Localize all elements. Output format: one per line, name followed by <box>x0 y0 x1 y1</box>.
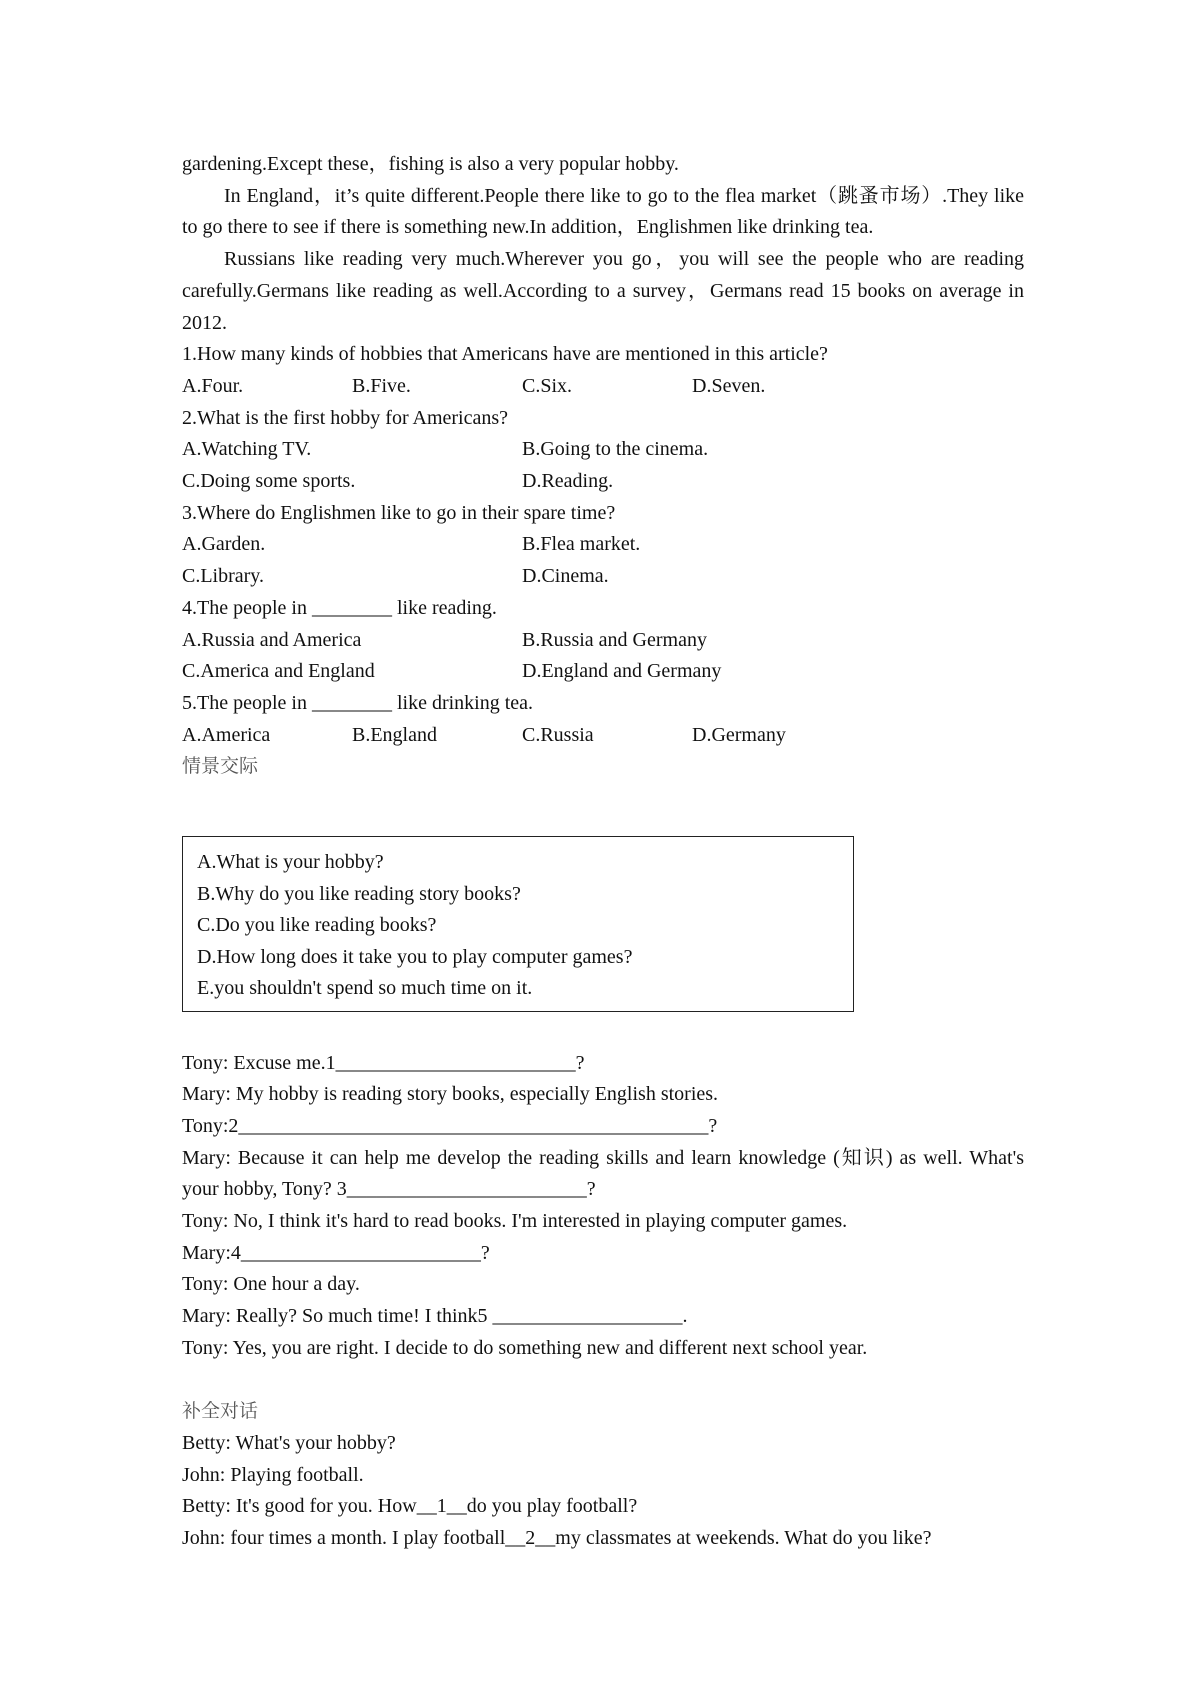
passage-paragraph: Russians like reading very much.Wherever you go，you will see the people who are reading carefully.Germans like reading as well.According to a survey，Germans read 15 books on average in 2012. <box>182 248 1024 334</box>
dialogue-line: Tony:2_______________________________________________? <box>182 1114 718 1137</box>
section-heading: 情景交际 <box>182 755 259 778</box>
dialogue-line: Mary:4________________________? <box>182 1241 490 1264</box>
option: D.Cinema. <box>522 565 609 588</box>
option: A.Garden. <box>182 533 266 556</box>
box-option: D.How long does it take you to play computer games? <box>197 945 633 968</box>
option: C.Six. <box>522 374 573 397</box>
options-box <box>182 836 854 1012</box>
section-heading: 补全对话 <box>182 1400 259 1423</box>
box-option: B.Why do you like reading story books? <box>197 882 521 905</box>
dialogue-line: Tony: Yes, you are right. I decide to do something new and different next school year. <box>182 1336 868 1359</box>
question-options <box>182 656 1024 688</box>
document-page <box>182 149 1024 1555</box>
question-options <box>182 466 1024 498</box>
option: A.Watching TV. <box>182 438 312 461</box>
question-stem: 2.What is the first hobby for Americans? <box>182 406 509 429</box>
option: B.England <box>352 723 437 746</box>
option: A.Four. <box>182 374 244 397</box>
dialogue-line: Betty: What's your hobby? <box>182 1431 396 1454</box>
option: D.Reading. <box>522 470 614 493</box>
option: A.America <box>182 723 271 746</box>
option: B.Russia and Germany <box>522 628 707 651</box>
spacer <box>182 1365 1024 1397</box>
question-options <box>182 720 1024 752</box>
option: C.America and England <box>182 660 375 683</box>
question-stem: 3.Where do Englishmen like to go in their spare time? <box>182 501 616 524</box>
question-options <box>182 625 1024 657</box>
question-options <box>182 561 1024 593</box>
dialogue-line: Betty: It's good for you. How__1__do you play football? <box>182 1495 638 1518</box>
question-stem: 4.The people in ________ like reading. <box>182 596 497 619</box>
box-option: A.What is your hobby? <box>197 851 384 874</box>
dialogue-line: Tony: One hour a day. <box>182 1273 360 1296</box>
dialogue-line: Tony: No, I think it's hard to read books. I'm interested in playing computer games. <box>182 1210 848 1233</box>
question-options <box>182 371 1024 403</box>
dialogue-line: Mary: Because it can help me develop the reading skills and learn knowledge (知识) as well. What's your hobby, Tony? 3________________________? <box>182 1146 1024 1201</box>
box-option: C.Do you like reading books? <box>197 914 437 937</box>
dialogue-line: Mary: Really? So much time! I think5 ___________________. <box>182 1305 688 1328</box>
option: D.Germany <box>692 723 786 746</box>
question-options <box>182 529 1024 561</box>
question-stem: 1.How many kinds of hobbies that Americans have are mentioned in this article? <box>182 343 828 366</box>
option: C.Doing some sports. <box>182 470 356 493</box>
box-option: E.you shouldn't spend so much time on it. <box>197 977 533 1000</box>
option: B.Flea market. <box>522 533 641 556</box>
passage-line: gardening.Except these，fishing is also a very popular hobby. <box>182 153 679 175</box>
passage-paragraph: In England，it’s quite different.People there like to go to the flea market（跳蚤市场）.They like to go there to see if there is something new.In addition，Englishmen like drinking tea. <box>182 184 1024 239</box>
option: C.Russia <box>522 723 594 746</box>
question-stem: 5.The people in ________ like drinking tea. <box>182 691 534 714</box>
option: C.Library. <box>182 565 265 588</box>
option: B.Five. <box>352 374 411 397</box>
dialogue-line: Mary: My hobby is reading story books, especially English stories. <box>182 1083 719 1106</box>
question-options <box>182 434 1024 466</box>
option: D.Seven. <box>692 374 766 397</box>
option: D.England and Germany <box>522 660 722 683</box>
option: B.Going to the cinema. <box>522 438 709 461</box>
dialogue-line: Tony: Excuse me.1________________________? <box>182 1051 585 1074</box>
dialogue-line: John: four times a month. I play football__2__my classmates at weekends. What do you like? <box>182 1527 932 1550</box>
dialogue-line: John: Playing football. <box>182 1463 364 1486</box>
option: A.Russia and America <box>182 628 362 651</box>
